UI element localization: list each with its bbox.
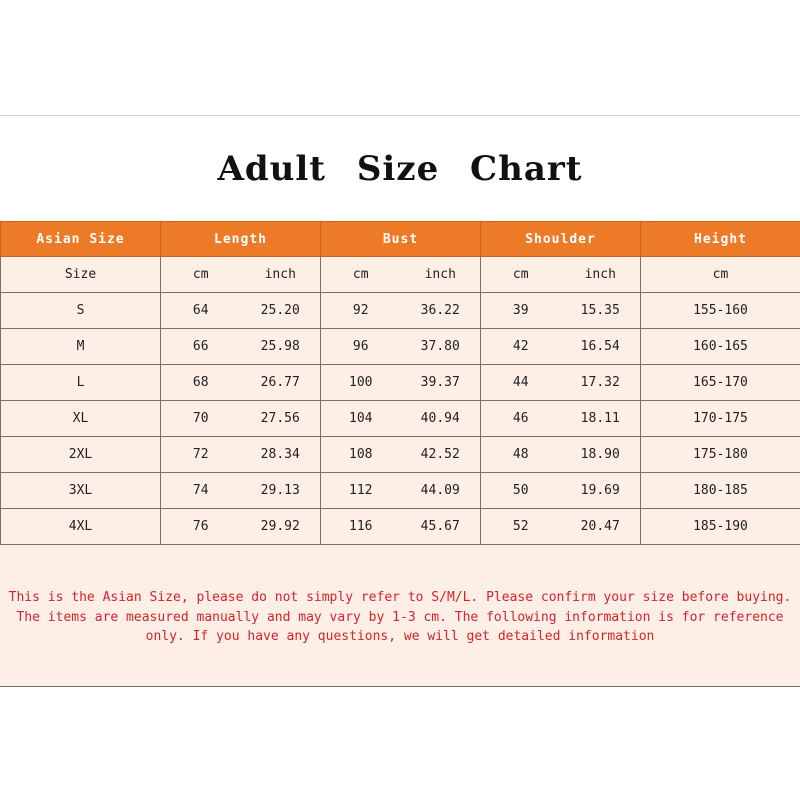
unit-shoulder-inch: inch [584,267,616,282]
cell-shoulder-cm: 50 [512,483,529,498]
cell-shoulder-inch: 15.35 [580,303,620,318]
cell-height: 170-175 [641,401,800,437]
cell-shoulder [481,437,641,473]
title-band [0,116,800,221]
cell-shoulder-inch: 16.54 [580,339,620,354]
cell-bust [321,329,481,365]
cell-shoulder [481,293,641,329]
cell-shoulder-inch: 18.11 [580,411,620,426]
cell-length-cm: 68 [192,375,209,390]
cell-length [161,509,321,545]
header-height: Height [641,222,800,257]
cell-length-inch: 25.20 [260,303,300,318]
table-body [1,293,800,545]
cell-bust-inch: 44.09 [420,483,460,498]
cell-length-inch: 26.77 [260,375,300,390]
cell-height: 185-190 [641,509,800,545]
cell-shoulder-cm: 44 [512,375,529,390]
cell-length-inch: 27.56 [260,411,300,426]
cell-shoulder [481,509,641,545]
cell-size: 4XL [1,509,161,545]
cell-height: 165-170 [641,365,800,401]
table-row [1,293,800,329]
unit-size: Size [1,257,161,293]
cell-bust [321,509,481,545]
cell-length [161,293,321,329]
cell-size: 2XL [1,437,161,473]
cell-bust-inch: 37.80 [420,339,460,354]
cell-bust-inch: 42.52 [420,447,460,462]
cell-shoulder-cm: 39 [512,303,529,318]
size-table [0,221,800,545]
cell-shoulder [481,329,641,365]
cell-bust [321,401,481,437]
cell-shoulder-cm: 52 [512,519,529,534]
cell-length [161,401,321,437]
header-bust: Bust [321,222,481,257]
cell-size: L [1,365,161,401]
cell-length-cm: 76 [192,519,209,534]
cell-shoulder-cm: 42 [512,339,529,354]
note-line: This is the Asian Size, please do not simply refer to S/M/L. Please confirm your size before buying. [8,590,792,605]
cell-shoulder [481,365,641,401]
cell-shoulder [481,401,641,437]
cell-shoulder-inch: 18.90 [580,447,620,462]
cell-length-cm: 72 [192,447,209,462]
unit-length-inch: inch [264,267,296,282]
cell-bust-cm: 100 [349,375,373,390]
table-header-row [1,222,800,257]
unit-bust-cm: cm [352,267,369,282]
cell-length-cm: 74 [192,483,209,498]
table-row [1,437,800,473]
cell-bust [321,473,481,509]
cell-bust-inch: 39.37 [420,375,460,390]
cell-length [161,329,321,365]
note-line: The items are measured manually and may vary by 1-3 cm. The following information is for reference [16,609,784,625]
disclaimer-note [0,588,800,647]
unit-bust-inch: inch [424,267,456,282]
cell-size: 3XL [1,473,161,509]
table-row [1,509,800,545]
cell-length-inch: 29.13 [260,483,300,498]
cell-length-cm: 66 [192,339,209,354]
header-shoulder: Shoulder [481,222,641,257]
cell-bust-cm: 104 [349,411,373,426]
cell-shoulder [481,473,641,509]
cell-length [161,365,321,401]
cell-height: 155-160 [641,293,800,329]
cell-height: 160-165 [641,329,800,365]
cell-length-cm: 64 [192,303,209,318]
table-row [1,329,800,365]
cell-bust-cm: 92 [352,303,369,318]
cell-bust-cm: 96 [352,339,369,354]
table-row [1,473,800,509]
cell-shoulder-cm: 46 [512,411,529,426]
cell-shoulder-cm: 48 [512,447,529,462]
cell-bust [321,293,481,329]
table-row [1,401,800,437]
unit-height: cm [641,257,800,293]
header-asian-size: Asian Size [1,222,161,257]
size-chart-card [0,115,800,687]
cell-length-inch: 29.92 [260,519,300,534]
unit-shoulder-cm: cm [512,267,529,282]
unit-bust [321,257,481,293]
cell-height: 180-185 [641,473,800,509]
cell-bust-cm: 116 [349,519,373,534]
header-length: Length [161,222,321,257]
unit-row [1,257,800,293]
unit-length [161,257,321,293]
unit-shoulder [481,257,641,293]
note-line: only. If you have any questions, we will get detailed information [145,629,655,644]
cell-length-inch: 28.34 [260,447,300,462]
cell-bust-cm: 108 [349,447,373,462]
cell-height: 175-180 [641,437,800,473]
cell-length [161,437,321,473]
cell-bust-inch: 40.94 [420,411,460,426]
cell-bust [321,365,481,401]
chart-title: Adult Size Chart [217,149,583,189]
unit-length-cm: cm [192,267,209,282]
cell-bust [321,437,481,473]
cell-bust-inch: 45.67 [420,519,460,534]
cell-length [161,473,321,509]
cell-size: M [1,329,161,365]
cell-shoulder-inch: 20.47 [580,519,620,534]
cell-length-inch: 25.98 [260,339,300,354]
cell-size: S [1,293,161,329]
cell-length-cm: 70 [192,411,209,426]
cell-shoulder-inch: 19.69 [580,483,620,498]
cell-bust-cm: 112 [349,483,373,498]
cell-bust-inch: 36.22 [420,303,460,318]
cell-size: XL [1,401,161,437]
table-row [1,365,800,401]
cell-shoulder-inch: 17.32 [580,375,620,390]
